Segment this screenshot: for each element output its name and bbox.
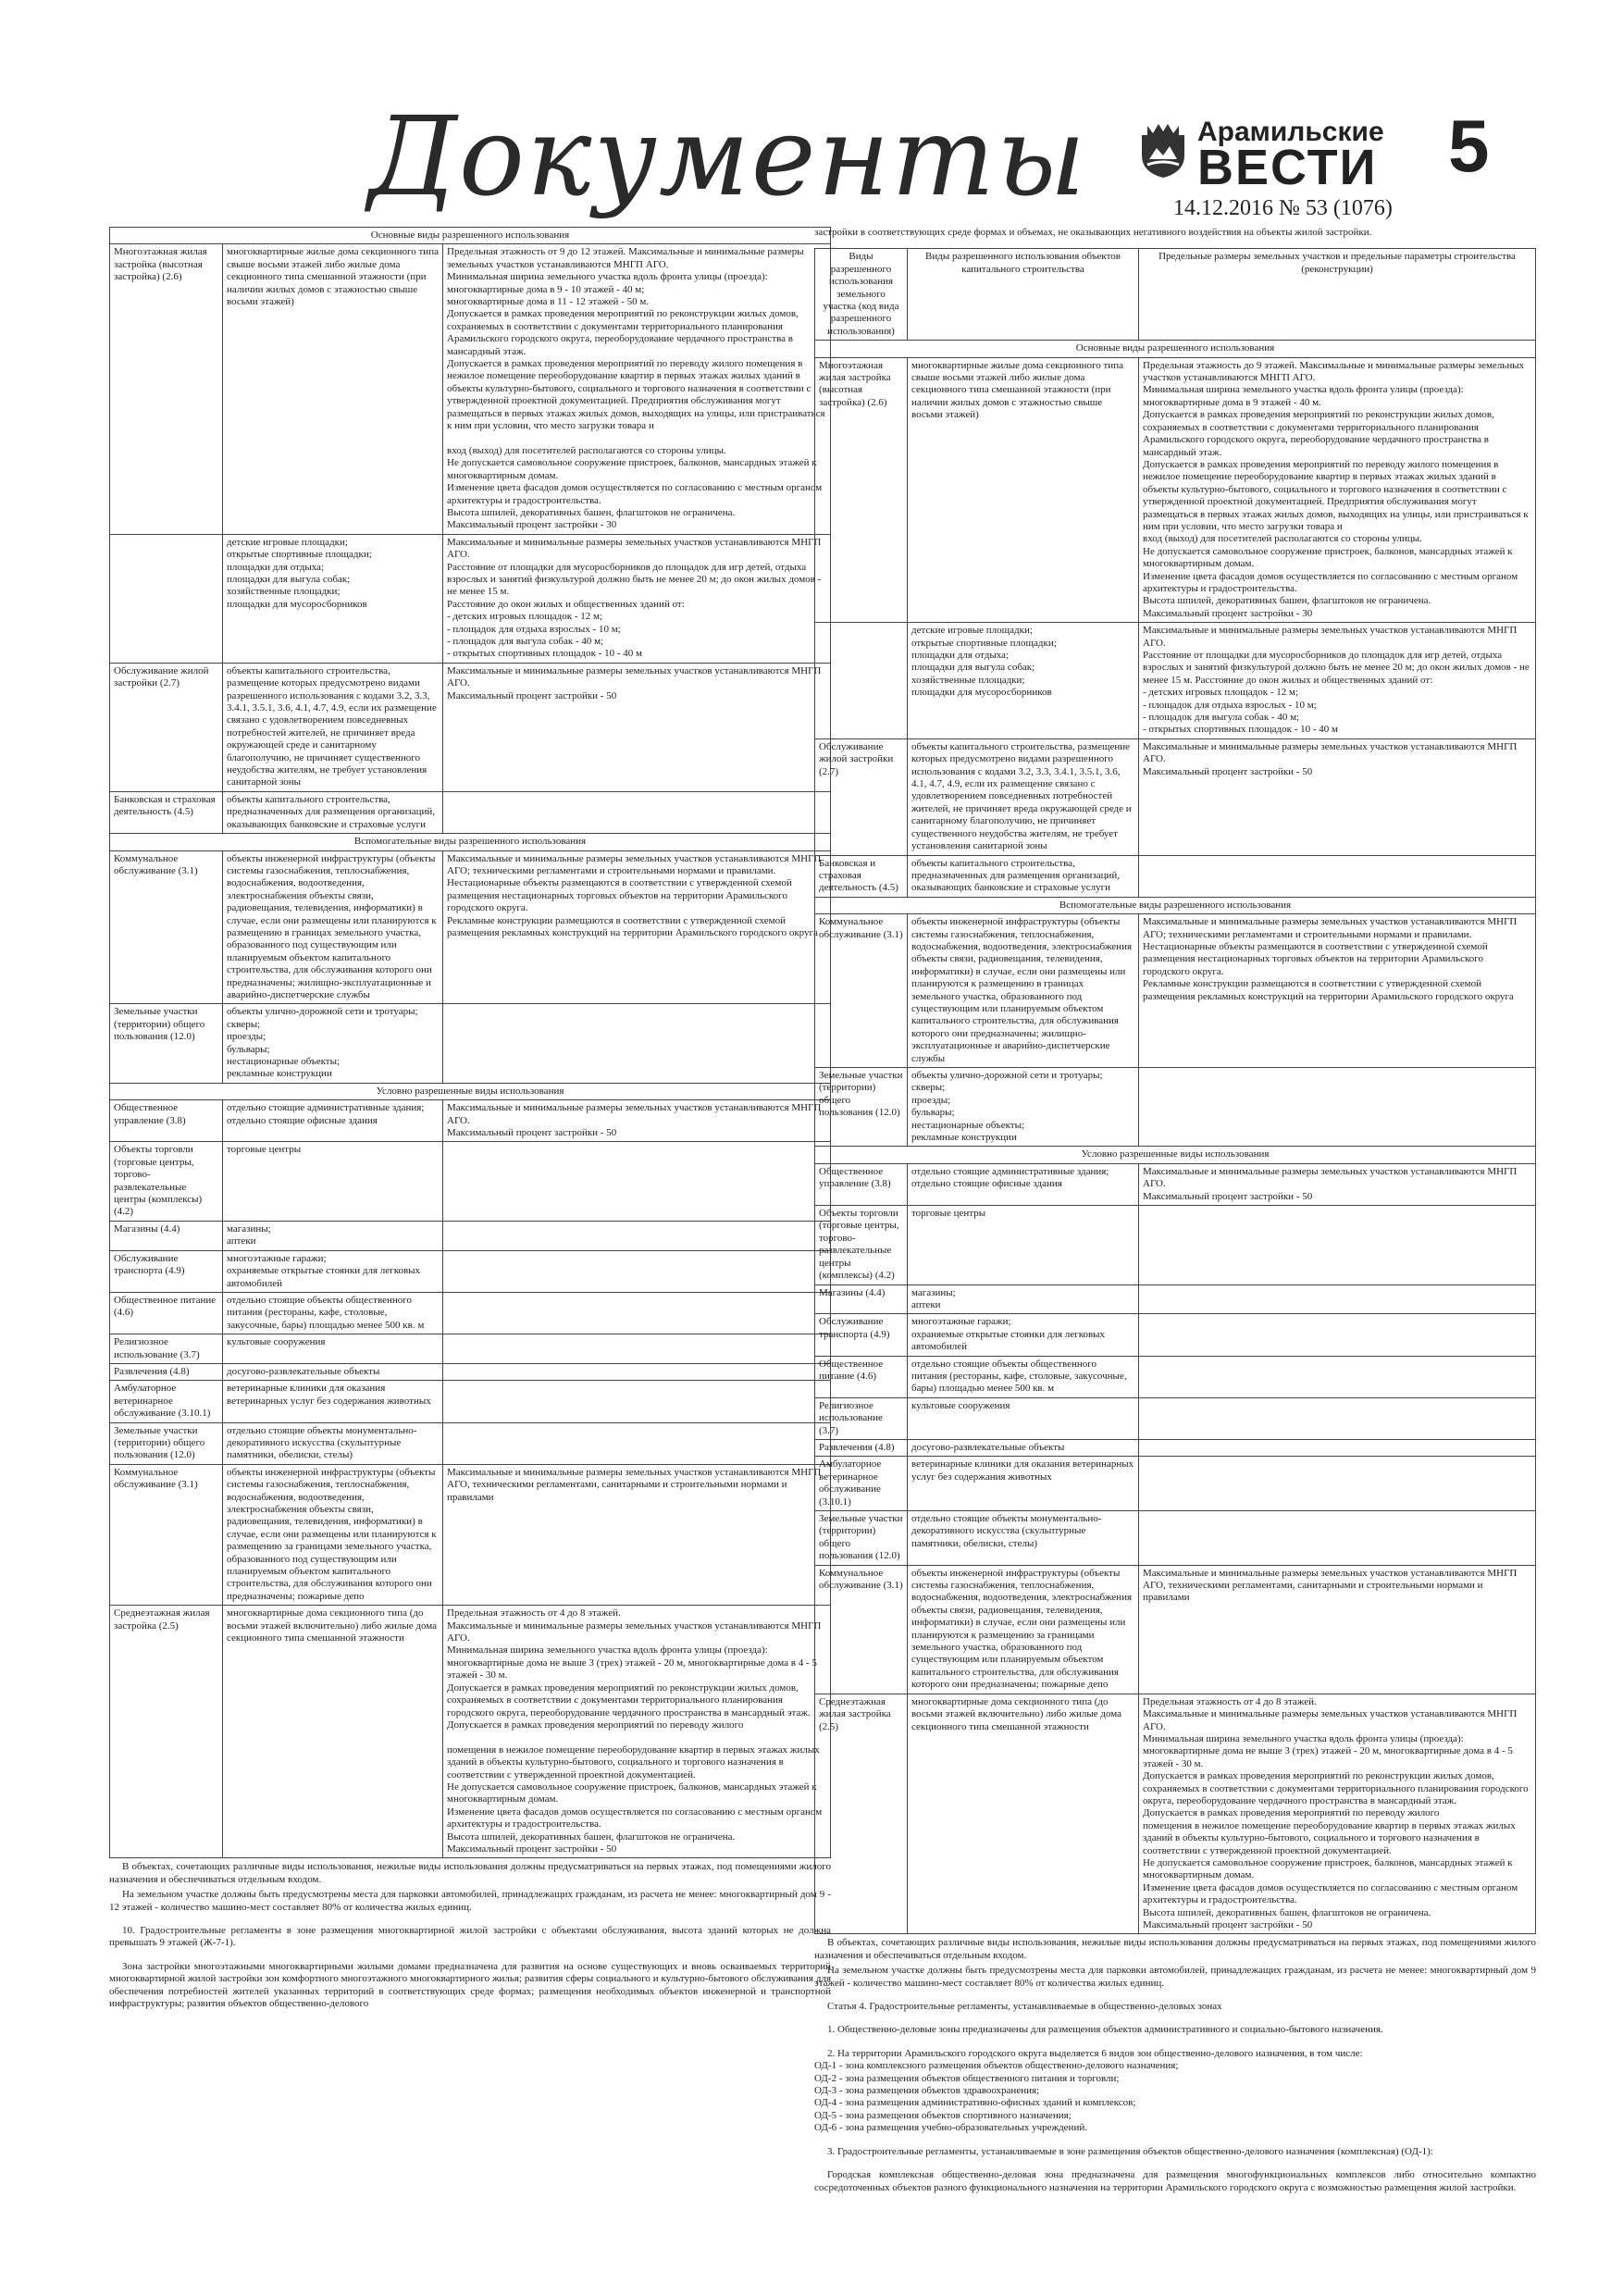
- section-header-row: [110, 834, 831, 850]
- note-paragraph: На земельном участке должны быть предусмотрены места для парковки автомобилей, принадлежащих гражданам, из расчета не менее: многоквартирный дом 9 этажей - количество машино-мест составляет 80% от количества жилых единиц.: [814, 1965, 1536, 1989]
- permitted-objects-cell: объекты инженерной инфраструктуры (объекты системы газоснабжения, теплоснабжения, водоснабжения, водоотведения, электроснабжения объекты связи, радиовещания, телевидения, информатики) в случае, если они размещены или планируются к размещению за границами земельного участка, образованного под существующим или планируемым объектом капитального строительства, для обслуживания которого они предназначены; пожарные депо: [908, 1565, 1139, 1694]
- page-header: [0, 0, 1623, 227]
- permitted-objects-cell: объекты капитального строительства, размещение которых предусмотрено видами разрешенного использования с кодами 3.2, 3.3, 3.4.1, 3.5.1, 3.6, 4.1, 4.7, 4.9, если их размещение связано с удовлетворением повседневных потребностей жителей, не причиняет вреда окружающей среде и санитарному благополучию, не причиняет существенного неудобства жителям, не требует установления санитарной зоны: [223, 663, 443, 791]
- table-row: [815, 1068, 1536, 1147]
- land-use-type-cell: Амбулаторное ветеринарное обслуживание (3.10.1): [815, 1457, 908, 1511]
- note-paragraph: 1. Общественно-деловые зоны предназначены для размещения объектов административного и социально-бытового назначения.: [827, 2024, 1383, 2036]
- parameters-cell: Предельная этажность до 9 этажей. Максимальные и минимальные размеры земельных участков устанавливаются МНГП АГО. Минимальная ширина земельного участка вдоль фронта улицы (проезда): многоквартирные дома в 9 этажей - 40 м. Допускается в рамках проведения мероприятий по реконструкции жилых домов, сохраняемых в соответствии с документами территориального планирования Арамильского городского округа, переоборудование чердачного пространства в мансардный этаж. Допускается в рамках проведения мероприятий по переводу жилого помещения в нежилое помещение переоборудование квартир в первых этажах жилых зданий в объекты культурно-бытового, социального и торгового назначения в соответствии с утвержденной проектной документацией. Предприятия обслуживания могут размещаться в первых этажах жилых домов, выходящих на улицы, или пристраиваться к ним при условии, что место загрузки товара и вход (выход) для посетителей располагаются со стороны улицы. Не допускается самовольное сооружение пристроек, балконов, мансардных этажей к многоквартирным домам. Изменение цвета фасадов домов осуществляется по согласованию с местным органом архитектуры и градостроительства. Высота шпилей, декоративных башен, флагштоков не ограничена. Максимальный процент застройки - 30: [1139, 357, 1536, 623]
- page-number: 5: [1448, 105, 1490, 187]
- land-use-type-cell: Обслуживание жилой застройки (2.7): [110, 663, 223, 791]
- permitted-objects-cell: отдельно стоящие объекты монументально-декоративного искусства (скульптурные памятники, обелиски, стелы): [908, 1511, 1139, 1566]
- land-use-type-cell: Общественное управление (3.8): [110, 1100, 223, 1142]
- note-paragraph: Городская комплексная общественно-деловая зона предназначена для размещения многофункциональных комплексов либо относительно компактно сосредоточенных объектов разного функционального назначения на территории Арамильского городского округа с возможностью размещения жилой застройки.: [814, 2169, 1536, 2193]
- section-header-row: [815, 897, 1536, 913]
- table-row: [815, 1397, 1536, 1439]
- parameters-cell: [443, 1004, 831, 1083]
- section-title: Документы: [368, 93, 1088, 220]
- parameters-cell: [1139, 1457, 1536, 1511]
- parameters-cell: [443, 1422, 831, 1464]
- permitted-objects-cell: многоквартирные жилые дома секционного типа свыше восьми этажей либо жилые дома секционного типа смешанной этажности (при наличии жилых домов с этажностью свыше восьми этажей): [223, 244, 443, 534]
- table-row: [815, 1457, 1536, 1511]
- land-use-type-cell: Коммунальное обслуживание (3.1): [110, 1464, 223, 1605]
- land-use-type-cell: Коммунальное обслуживание (3.1): [815, 1565, 908, 1694]
- parameters-cell: [1139, 1356, 1536, 1397]
- section-title-cell: Основные виды разрешенного использования: [815, 341, 1536, 357]
- column-header-cell: Виды разрешенного использования земельного участка (код вида разрешенного использования): [815, 249, 908, 341]
- note-paragraph: На земельном участке должны быть предусмотрены места для парковки автомобилей, принадлежащих гражданам, из расчета не менее: многоквартирный дом 9 - 12 этажей - количество машино-мест составляет 80% от количества жилых единиц.: [109, 1889, 831, 1913]
- permitted-objects-cell: многоквартирные дома секционного типа (до восьми этажей включительно) либо жилые дома секционного типа смешанной этажности: [908, 1694, 1139, 1934]
- land-use-type-cell: Среднеэтажная жилая застройка (2.5): [110, 1606, 223, 1858]
- section-title-cell: Основные виды разрешенного использования: [110, 228, 831, 244]
- parameters-cell: [443, 1221, 831, 1250]
- land-use-type-cell: Многоэтажная жилая застройка (высотная застройка) (2.6): [815, 357, 908, 623]
- land-use-type-cell: Обслуживание жилой застройки (2.7): [815, 738, 908, 855]
- table-row: [110, 791, 831, 833]
- land-use-type-cell: [815, 623, 908, 739]
- permitted-objects-cell: объекты капитального строительства, размещение которых предусмотрено видами разрешенного использования с кодами 3.2, 3.3, 3.4.1, 3.5.1, 3.6, 4.1, 4.7, 4.9, если их размещение связано с удовлетворением повседневных потребностей жителей, не причиняет вреда окружающей среде и санитарному благополучию, не причиняет существенного неудобства жителям, не требует установления санитарной зоны: [908, 738, 1139, 855]
- permitted-objects-cell: многоэтажные гаражи; охраняемые открытые стоянки для легковых автомобилей: [223, 1250, 443, 1292]
- parameters-cell: [1139, 1285, 1536, 1314]
- parameters-cell: [1139, 1314, 1536, 1356]
- parameters-cell: Максимальные и минимальные размеры земельных участков устанавливаются МНГП АГО; техническими регламентами и строительными нормами и правилами. Нестационарные объекты размещаются в соответствии с утвержденной схемой размещения нестационарных торговых объектов на территории Арамильского городского округа. Рекламные конструкции размещаются в соответствии с утвержденной схемой размещения рекламных конструкций на территории Арамильского городского округа: [443, 850, 831, 1004]
- permitted-objects-cell: торговые центры: [908, 1206, 1139, 1285]
- parameters-cell: [443, 1292, 831, 1334]
- issue-date-number: 14.12.2016 № 53 (1076): [1173, 196, 1393, 220]
- land-use-type-cell: Магазины (4.4): [110, 1221, 223, 1250]
- parameters-cell: Максимальные и минимальные размеры земельных участков устанавливаются МНГП АГО. Максимальный процент застройки - 50: [1139, 738, 1536, 855]
- land-use-type-cell: Земельные участки (территории) общего пользования (12.0): [815, 1068, 908, 1147]
- land-use-type-cell: Среднеэтажная жилая застройка (2.5): [815, 1694, 908, 1934]
- land-use-type-cell: [110, 534, 223, 663]
- table-row: [815, 1511, 1536, 1566]
- table-row: [815, 1285, 1536, 1314]
- table-row: [110, 1606, 831, 1858]
- permitted-objects-cell: магазины; аптеки: [223, 1221, 443, 1250]
- parameters-cell: [443, 791, 831, 833]
- table-header-row: [815, 249, 1536, 341]
- land-use-type-cell: Коммунальное обслуживание (3.1): [110, 850, 223, 1004]
- table-row: [110, 1100, 831, 1142]
- table-row: [110, 1292, 831, 1334]
- permitted-objects-cell: отдельно стоящие административные здания; отдельно стоящие офисные здания: [908, 1163, 1139, 1205]
- permitted-objects-cell: детские игровые площадки; открытые спортивные площадки; площадки для отдыха; площадки для выгула собак; хозяйственные площадки; площадки для мусоросборников: [223, 534, 443, 663]
- table-row: [110, 850, 831, 1004]
- parameters-cell: Максимальные и минимальные размеры земельных участков устанавливаются МНГП АГО; техническими регламентами и строительными нормами и правилами. Нестационарные объекты размещаются в соответствии с утвержденной схемой размещения нестационарных торговых объектов на территории Арамильского городского округа. Рекламные конструкции размещаются в соответствии с утвержденной схемой размещения рекламных конструкций на территории Арамильского городского округа: [1139, 914, 1536, 1068]
- section-title-cell: Условно разрешенные виды использования: [110, 1083, 831, 1099]
- table-row: [815, 1356, 1536, 1397]
- parameters-cell: [443, 1142, 831, 1221]
- parameters-cell: Максимальные и минимальные размеры земельных участков устанавливаются МНГП АГО. Расстояние от площадки для мусоросборников до площадок для игр детей, отдыха взрослых и занятий физкультурой должно быть не менее 20 м; до окон жилых домов - не менее 15 м. Расстояние до окон жилых и общественных зданий от: - детских игровых площадок - 12 м; - площадок для отдыха взрослых - 10 м; - площадок для выгула собак - 40 м; - открытых спортивных площадок - 10 - 40 м: [1139, 623, 1536, 739]
- parameters-cell: [1139, 855, 1536, 897]
- permitted-objects-cell: магазины; аптеки: [908, 1285, 1139, 1314]
- parameters-cell: [1139, 1511, 1536, 1566]
- land-use-type-cell: Земельные участки (территории) общего пользования (12.0): [110, 1422, 223, 1464]
- parameters-cell: Максимальные и минимальные размеры земельных участков устанавливаются МНГП АГО. Расстояние от площадки для мусоросборников до площадок для игр детей, отдыха взрослых и занятий физкультурой должно быть не менее 20 м; до окон жилых домов - не менее 15 м. Расстояние до окон жилых и общественных зданий от: - детских игровых площадок - 12 м; - площадок для отдыха взрослых - 10 м; - площадок для выгула собак - 40 м; - открытых спортивных площадок - 10 - 40 м: [443, 534, 831, 663]
- table-row: [110, 1334, 831, 1364]
- permitted-objects-cell: отдельно стоящие объекты общественного питания (рестораны, кафе, столовые, закусочные, бары) площадью менее 500 кв. м: [908, 1356, 1139, 1397]
- note-paragraph: 2. На территории Арамильского городского округа выделяется 6 видов зон общественно-делового назначения, в том числе: ОД-1 - зона комплексного размещения объектов общественно-делового назначения; ОД-2 - зона размещения объектов общественного питания и торговли; ОД-3 - зона размещения объектов здравоохранения; ОД-4 - зона размещения административно-офисных зданий и комплексов; ОД-5 - зона размещения объектов спортивного назначения; ОД-6 - зона размещения учебно-образовательных учреждений.: [814, 2047, 1363, 2134]
- table-row: [815, 1163, 1536, 1205]
- land-use-type-cell: Магазины (4.4): [815, 1285, 908, 1314]
- land-use-type-cell: Объекты торговли (торговые центры, торгово-развлекательные центры (комплексы) (4.2): [815, 1206, 908, 1285]
- parameters-cell: [1139, 1439, 1536, 1456]
- land-use-type-cell: Развлечения (4.8): [110, 1363, 223, 1380]
- land-use-type-cell: Обслуживание транспорта (4.9): [110, 1250, 223, 1292]
- table-row: [815, 1314, 1536, 1356]
- note-paragraph: 3. Градостроительные регламенты, устанавливаемые в зоне размещения объектов общественно-делового назначения (комплексная) (ОД-1):: [827, 2145, 1433, 2157]
- column-header-cell: Виды разрешенного использования объектов капитального строительства: [908, 249, 1139, 341]
- section-header-row: [110, 228, 831, 244]
- permitted-objects-cell: досугово-развлекательные объекты: [223, 1363, 443, 1380]
- parameters-cell: [1139, 1068, 1536, 1147]
- permitted-objects-cell: объекты улично-дорожной сети и тротуары; скверы; проезды; бульвары; нестационарные объекты; рекламные конструкции: [908, 1068, 1139, 1147]
- section-header-row: [815, 341, 1536, 357]
- permitted-objects-cell: ветеринарные клиники для оказания ветеринарных услуг без содержания животных: [908, 1457, 1139, 1511]
- permitted-objects-cell: культовые сооружения: [908, 1397, 1139, 1439]
- note-paragraph: В объектах, сочетающих различные виды использования, нежилые виды использования должны предусматриваться на первых этажах, под помещениями жилого назначения и обеспечиваться отдельным входом.: [814, 1937, 1536, 1961]
- land-use-type-cell: Общественное питание (4.6): [815, 1356, 908, 1397]
- permitted-objects-cell: объекты капитального строительства, предназначенных для размещения организаций, оказывающих банковские и страховые услуги: [908, 855, 1139, 897]
- land-use-type-cell: Обслуживание транспорта (4.9): [815, 1314, 908, 1356]
- parameters-cell: [443, 1334, 831, 1364]
- crest-icon: [1136, 122, 1190, 180]
- table-row: [110, 1250, 831, 1292]
- right-notes: [814, 1937, 1536, 2194]
- parameters-cell: Максимальные и минимальные размеры земельных участков устанавливаются МНГП АГО, техническими регламентами, санитарными и строительными нормами и правилами: [1139, 1565, 1536, 1694]
- continuation-text: застройки в соответствующих среде формах и объемах, не оказывающих негативного воздействия на объекты жилой застройки.: [814, 227, 1372, 238]
- table-row: [110, 534, 831, 663]
- table-row: [815, 855, 1536, 897]
- regulations-table-right: [814, 248, 1536, 1934]
- land-use-type-cell: Развлечения (4.8): [815, 1439, 908, 1456]
- permitted-objects-cell: объекты инженерной инфраструктуры (объекты системы газоснабжения, теплоснабжения, водоснабжения, водоотведения, электроснабжения объекты связи, радиовещания, телевидения, информатики) в случае, если они размещены или планируются к размещению в границах земельного участка, образованного под существующим или планируемым объектом капитального строительства, для обслуживания которого они предназначены; жилищно-эксплуатационные и аварийно-диспетчерские службы: [223, 850, 443, 1004]
- table-row: [110, 1142, 831, 1221]
- parameters-cell: [1139, 1206, 1536, 1285]
- land-use-type-cell: Банковская и страховая деятельность (4.5): [110, 791, 223, 833]
- permitted-objects-cell: многоквартирные жилые дома секционного типа свыше восьми этажей либо жилые дома секционного типа смешанной этажности (при наличии жилых домов с этажностью свыше восьми этажей): [908, 357, 1139, 623]
- permitted-objects-cell: досугово-развлекательные объекты: [908, 1439, 1139, 1456]
- table-row: [815, 1439, 1536, 1456]
- note-paragraph: В объектах, сочетающих различные виды использования, нежилые виды использования должны предусматриваться на первых этажах, под помещениями жилого назначения и обеспечиваться отдельным входом.: [109, 1861, 831, 1885]
- section-header-row: [815, 1147, 1536, 1163]
- logo-small-text: Арамильские: [1197, 117, 1384, 147]
- permitted-objects-cell: ветеринарные клиники для оказания ветеринарных услуг без содержания животных: [223, 1381, 443, 1422]
- permitted-objects-cell: многоквартирные дома секционного типа (до восьми этажей включительно) либо жилые дома секционного типа смешанной этажности: [223, 1606, 443, 1858]
- permitted-objects-cell: отдельно стоящие административные здания; отдельно стоящие офисные здания: [223, 1100, 443, 1142]
- parameters-cell: Предельная этажность от 4 до 8 этажей. Максимальные и минимальные размеры земельных участков устанавливаются МНГП АГО. Минимальная ширина земельного участка вдоль фронта улицы (проезда): многоквартирные дома не выше 3 (трех) этажей - 20 м, многоквартирные дома в 4 - 5 этажей - 30 м. Допускается в рамках проведения мероприятий по реконструкции жилых домов, сохраняемых в соответствии с документами территориального планирования городского округа, переоборудование чердачного пространства в мансардный этаж. Допускается в рамках проведения мероприятий по переводу жилого помещения в нежилое помещение переоборудование квартир в первых этажах жилых зданий в объекты культурно-бытового, социального и торгового назначения в соответствии с утвержденной проектной документацией. Не допускается самовольное сооружение пристроек, балконов, мансардных этажей к многоквартирным домам. Изменение цвета фасадов домов осуществляется по согласованию с местным органом архитектуры и градостроительства. Высота шпилей, декоративных башен, флагштоков не ограничена. Максимальный процент застройки - 50: [1139, 1694, 1536, 1934]
- land-use-type-cell: Земельные участки (территории) общего пользования (12.0): [110, 1004, 223, 1083]
- permitted-objects-cell: торговые центры: [223, 1142, 443, 1221]
- parameters-cell: Максимальные и минимальные размеры земельных участков устанавливаются МНГП АГО. Максимальный процент застройки - 50: [1139, 1163, 1536, 1205]
- parameters-cell: [443, 1363, 831, 1380]
- land-use-type-cell: Объекты торговли (торговые центры, торгово-развлекательные центры (комплексы) (4.2): [110, 1142, 223, 1221]
- land-use-type-cell: Земельные участки (территории) общего пользования (12.0): [815, 1511, 908, 1566]
- section-title-cell: Условно разрешенные виды использования: [815, 1147, 1536, 1163]
- section-title-cell: Вспомогательные виды разрешенного использования: [110, 834, 831, 850]
- table-row: [815, 1694, 1536, 1934]
- parameters-cell: Максимальные и минимальные размеры земельных участков устанавливаются МНГП АГО. Максимальный процент застройки - 50: [443, 663, 831, 791]
- section-title-cell: Вспомогательные виды разрешенного использования: [815, 897, 1536, 913]
- land-use-type-cell: Амбулаторное ветеринарное обслуживание (3.10.1): [110, 1381, 223, 1422]
- table-row: [110, 1464, 831, 1605]
- table-row: [110, 1363, 831, 1380]
- note-paragraph: Статья 4. Градостроительные регламенты, устанавливаемые в общественно-деловых зонах: [827, 2001, 1222, 2013]
- table-row: [110, 244, 831, 534]
- table-row: [815, 1206, 1536, 1285]
- logo-big-text: ВЕСТИ: [1197, 140, 1378, 195]
- left-notes: [109, 1861, 831, 2010]
- permitted-objects-cell: объекты капитального строительства, предназначенных для размещения организаций, оказывающих банковские и страховые услуги: [223, 791, 443, 833]
- permitted-objects-cell: отдельно стоящие объекты общественного питания (рестораны, кафе, столовые, закусочные, бары) площадью менее 500 кв. м: [223, 1292, 443, 1334]
- parameters-cell: [443, 1381, 831, 1422]
- permitted-objects-cell: культовые сооружения: [223, 1334, 443, 1364]
- permitted-objects-cell: объекты инженерной инфраструктуры (объекты системы газоснабжения, теплоснабжения, водоснабжения, водоотведения, электроснабжения объекты связи, радиовещания, телевидения, информатики) в случае, если они размещены или планируются к размещению за границами земельного участка, образованного под существующим или планируемым объектом капитального строительства, для обслуживания которого они предназначены; пожарные депо: [223, 1464, 443, 1605]
- parameters-cell: Максимальные и минимальные размеры земельных участков устанавливаются МНГП АГО, техническими регламентами, санитарными и строительными нормами и правилами: [443, 1464, 831, 1605]
- table-row: [110, 1422, 831, 1464]
- parameters-cell: [1139, 1397, 1536, 1439]
- land-use-type-cell: Религиозное использование (3.7): [110, 1334, 223, 1364]
- parameters-cell: [443, 1250, 831, 1292]
- land-use-type-cell: Коммунальное обслуживание (3.1): [815, 914, 908, 1068]
- table-row: [815, 357, 1536, 623]
- table-row: [815, 914, 1536, 1068]
- table-row: [110, 1381, 831, 1422]
- left-column: [109, 227, 831, 2013]
- regulations-table-left: [109, 227, 831, 1858]
- permitted-objects-cell: объекты улично-дорожной сети и тротуары; скверы; проезды; бульвары; нестационарные объекты; рекламные конструкции: [223, 1004, 443, 1083]
- column-header-cell: Предельные размеры земельных участков и предельные параметры строительства (реконструкции): [1139, 249, 1536, 341]
- note-paragraph: 10. Градостроительные регламенты в зоне размещения многоквартирной жилой застройки с объектами обслуживания, высота зданий которых не должна превышать 9 этажей (Ж-7-1).: [109, 1925, 831, 1949]
- table-row: [815, 738, 1536, 855]
- parameters-cell: Предельная этажность от 9 до 12 этажей. Максимальные и минимальные размеры земельных участков устанавливаются МНГП АГО. Минимальная ширина земельного участка вдоль фронта улицы (проезда): многоквартирные дома в 9 - 10 этажей - 40 м; многоквартирные дома в 11 - 12 этажей - 50 м. Допускается в рамках проведения мероприятий по реконструкции жилых домов, сохраняемых в соответствии с документами территориального планирования Арамильского городского округа, переоборудование чердачного пространства в мансардный этаж. Допускается в рамках проведения мероприятий по переводу жилого помещения в нежилое помещение переоборудование квартир в первых этажах жилых зданий в объекты культурно-бытового, социального и торгового назначения в соответствии с утвержденной проектной документацией. Предприятия обслуживания могут размещаться в первых этажах жилых домов, выходящих на улицы, или пристраиваться к ним при условии, что место загрузки товара и вход (выход) для посетителей располагаются со стороны улицы. Не допускается самовольное сооружение пристроек, балконов, мансардных этажей к многоквартирным домам. Изменение цвета фасадов домов осуществляется по согласованию с местным органом архитектуры и градостроительства. Высота шпилей, декоративных башен, флагштоков не ограничена. Максимальный процент застройки - 30: [443, 244, 831, 534]
- parameters-cell: Максимальные и минимальные размеры земельных участков устанавливаются МНГП АГО. Максимальный процент застройки - 50: [443, 1100, 831, 1142]
- newspaper-logo: [1136, 109, 1384, 195]
- parameters-cell: Предельная этажность от 4 до 8 этажей. Максимальные и минимальные размеры земельных участков устанавливаются МНГП АГО. Минимальная ширина земельного участка вдоль фронта улицы (проезда): многоквартирные дома не выше 3 (трех) этажей - 20 м, многоквартирные дома в 4 - 5 этажей - 30 м. Допускается в рамках проведения мероприятий по реконструкции жилых домов, сохраняемых в соответствии с документами территориального планирования городского округа, переоборудование чердачного пространства в мансардный этаж. Допускается в рамках проведения мероприятий по переводу жилого помещения в нежилое помещение переоборудование квартир в первых этажах жилых зданий в объекты культурно-бытового, социального и торгового назначения в соответствии с утвержденной проектной документацией. Не допускается самовольное сооружение пристроек, балконов, мансардных этажей к многоквартирным домам. Изменение цвета фасадов домов осуществляется по согласованию с местным органом архитектуры и градостроительства. Высота шпилей, декоративных башен, флагштоков не ограничена. Максимальный процент застройки - 50: [443, 1606, 831, 1858]
- section-header-row: [110, 1083, 831, 1099]
- right-column: [814, 227, 1536, 2197]
- table-row: [815, 1565, 1536, 1694]
- land-use-type-cell: Многоэтажная жилая застройка (высотная застройка) (2.6): [110, 244, 223, 534]
- table-row: [110, 663, 831, 791]
- land-use-type-cell: Религиозное использование (3.7): [815, 1397, 908, 1439]
- permitted-objects-cell: детские игровые площадки; открытые спортивные площадки; площадки для отдыха; площадки для выгула собак; хозяйственные площадки; площадки для мусоросборников: [908, 623, 1139, 739]
- table-row: [815, 623, 1536, 739]
- land-use-type-cell: Общественное питание (4.6): [110, 1292, 223, 1334]
- permitted-objects-cell: объекты инженерной инфраструктуры (объекты системы газоснабжения, теплоснабжения, водоснабжения, водоотведения, электроснабжения объекты связи, радиовещания, телевидения, информатики) в случае, если они размещены или планируются к размещению в границах земельного участка, образованного под существующим или планируемым объектом капитального строительства, для обслуживания которого они предназначены; жилищно-эксплуатационные и аварийно-диспетчерские службы: [908, 914, 1139, 1068]
- note-paragraph: Зона застройки многоэтажными многоквартирными жилыми домами предназначена для развития на основе существующих и вновь осваиваемых территорий многоквартирной жилой застройки зон комфортного многоэтажного многоквартирного жилья; развития сферы социального и культурно-бытового обслуживания для обеспечения потребностей жителей указанных территорий в соответствующих среде формах; размещения необходимых объектов инженерной и транспортной инфраструктуры; развития объектов общественно-делового: [109, 1960, 831, 2010]
- table-row: [110, 1221, 831, 1250]
- land-use-type-cell: Общественное управление (3.8): [815, 1163, 908, 1205]
- land-use-type-cell: Банковская и страховая деятельность (4.5): [815, 855, 908, 897]
- table-row: [110, 1004, 831, 1083]
- permitted-objects-cell: отдельно стоящие объекты монументально-декоративного искусства (скульптурные памятники, обелиски, стелы): [223, 1422, 443, 1464]
- permitted-objects-cell: многоэтажные гаражи; охраняемые открытые стоянки для легковых автомобилей: [908, 1314, 1139, 1356]
